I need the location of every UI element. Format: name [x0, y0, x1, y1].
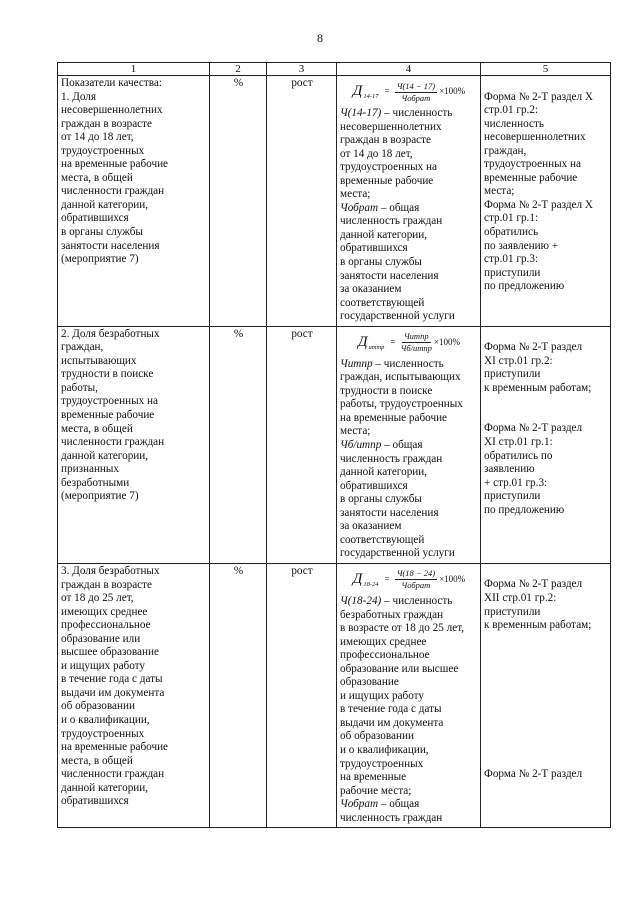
cell-line [484, 565, 608, 579]
cell-line: стр.01 гр.3: [484, 253, 539, 266]
cell-line: приступили [484, 266, 541, 279]
cell-line: Форма № 2-Т раздел [484, 422, 583, 435]
table-row [58, 326, 611, 563]
cell-line: численность граждан [340, 452, 443, 465]
cell-line: временные рабочие [484, 171, 578, 184]
header-col-2: 2 [210, 63, 267, 76]
cell-line: Чб/итпр – общая [340, 439, 423, 452]
cell-line: Форма № 2-Т раздел [484, 578, 583, 591]
cell-line: за оказанием [340, 520, 402, 533]
cell-line: граждан в возрасте [340, 134, 431, 147]
cell-line: занятости населения [340, 506, 439, 519]
cell-line: образование [340, 676, 399, 689]
formula-denominator: Чобрат [401, 92, 431, 103]
cell-line: безработных граждан [340, 608, 444, 621]
formula-subscript: иттр [368, 343, 385, 351]
cell-line: приступили [484, 368, 541, 381]
cell-line: 1. Доля [61, 90, 96, 103]
cell-line: (мероприятие 7) [61, 490, 139, 503]
unit-cell: % [210, 326, 267, 563]
cell-line: выдачи им документа [340, 716, 444, 729]
cell-line: трудоустроенных на [340, 161, 437, 174]
cell-line: имеющих среднее [340, 635, 427, 648]
trend-cell: рост [267, 76, 337, 327]
cell-line: обратившихся [340, 242, 408, 255]
source-cell [481, 563, 611, 827]
cell-line: трудоустроенных на [484, 158, 581, 171]
cell-line: временные рабочие [340, 174, 434, 187]
cell-line: профессиональное [61, 619, 151, 632]
cell-line: трудоустроенных [340, 757, 424, 770]
cell-line: по предложению [484, 280, 565, 293]
cell-line: образование или [61, 632, 141, 645]
cell-line: XII стр.01 гр.2: [484, 592, 557, 604]
cell-line: и о квалификации, [340, 743, 429, 756]
cell-line: места; [484, 185, 515, 198]
cell-line: XI стр.01 гр.2: [484, 354, 553, 367]
cell-line [484, 687, 608, 701]
cell-line: от 14 до 18 лет, [340, 147, 413, 160]
cell-line: в течение года с даты [61, 673, 163, 686]
formula-cell [337, 76, 481, 327]
cell-line: места; [340, 188, 371, 201]
cell-line [484, 714, 608, 728]
source-cell [481, 76, 611, 327]
formula-multiplier: ×100% [439, 86, 466, 97]
cell-line: места, в общей [61, 422, 133, 435]
cell-line: Ч(14-17) – численность [340, 107, 453, 119]
formula-numerator: Читпр [403, 331, 429, 342]
cell-line: (мероприятие 7) [61, 253, 139, 266]
formula-equals: = [384, 86, 390, 97]
cell-line [484, 395, 608, 409]
trend-cell: рост [267, 326, 337, 563]
indicators-table [57, 62, 611, 828]
cell-line: занятости населения [61, 239, 160, 252]
formula-numerator: Ч(18 − 24) [396, 568, 436, 579]
cell-line: места, в общей [61, 754, 133, 767]
cell-line: Форма № 2-Т раздел X [484, 198, 593, 211]
formula-multiplier: ×100% [439, 574, 466, 585]
formula [340, 565, 478, 595]
formula-denominator: Чобрат [401, 580, 431, 591]
cell-line: соответствующей [340, 296, 425, 309]
cell-line: рабочие места; [340, 784, 412, 797]
cell-line: государственной услуги [340, 310, 455, 323]
cell-line [484, 77, 608, 91]
cell-line: трудности в поиске [61, 368, 154, 381]
cell-line: на временные рабочие [61, 158, 169, 171]
cell-line: численность граждан [340, 811, 443, 824]
cell-line: численность [484, 117, 544, 130]
cell-line [484, 741, 608, 755]
cell-line: об образовании [61, 700, 135, 713]
cell-line: в органы службы [340, 256, 422, 269]
cell-line: стр.01 гр.1: [484, 212, 539, 225]
formula-cell [337, 563, 481, 827]
cell-line: места; [340, 425, 371, 438]
cell-line [484, 646, 608, 660]
cell-line: граждан в возрасте [61, 578, 152, 591]
cell-line: обратились [484, 225, 539, 238]
cell-line: обратившихся [340, 479, 408, 492]
formula-subscript: 18-24 [363, 581, 379, 589]
header-col-3: 3 [267, 63, 337, 76]
cell-line: места, в общей [61, 171, 133, 184]
cell-line: трудоустроенных [61, 144, 145, 157]
formula-fraction [395, 81, 438, 104]
formula-symbol: Д [358, 333, 368, 350]
cell-line: граждан в возрасте [61, 117, 152, 130]
cell-line: Форма № 2-Т раздел [484, 767, 583, 780]
cell-line: Форма № 2-Т раздел [484, 341, 583, 354]
cell-line: заявлению [484, 463, 535, 476]
cell-line: Показатели качества: [61, 77, 162, 89]
cell-line: граждан, испытывающих [340, 371, 461, 384]
cell-line: признанных [61, 463, 120, 476]
cell-line: несовершеннолетних [484, 131, 586, 144]
cell-line: государственной услуги [340, 547, 455, 560]
cell-line: данной категории, [61, 198, 149, 211]
formula-symbol: Д [352, 571, 363, 588]
cell-line: безработными [61, 476, 130, 489]
formula [340, 77, 478, 107]
cell-line: на временные [340, 771, 407, 784]
cell-line: к временным работам; [484, 619, 592, 632]
cell-line: Чобрат – общая [340, 798, 420, 811]
cell-line: Форма № 2-Т раздел X [484, 90, 593, 103]
formula-symbol: Д [352, 83, 363, 100]
cell-line: в течение года с даты [340, 703, 442, 716]
cell-line: стр.01 гр.2: [484, 104, 539, 117]
table-row [58, 563, 611, 827]
cell-line: профессиональное [340, 649, 430, 662]
cell-line: временные рабочие [61, 409, 155, 422]
cell-line [484, 727, 608, 741]
cell-line: данной категории, [61, 449, 149, 462]
cell-line: по предложению [484, 503, 565, 516]
cell-line: данной категории, [61, 781, 149, 794]
source-cell [481, 326, 611, 563]
cell-line: данной категории, [340, 466, 428, 479]
cell-line: от 18 до 25 лет, [61, 592, 134, 605]
cell-line: обратившихся [61, 795, 129, 808]
cell-line: на временные рабочие [340, 411, 448, 424]
cell-line: численности граждан [61, 436, 165, 449]
formula-denominator: Чб/итпр [400, 343, 432, 354]
formula-subscript: 14-17 [363, 93, 379, 101]
cell-line: трудоустроенных на [61, 395, 158, 408]
cell-line: приступили [484, 605, 541, 618]
unit-cell: % [210, 76, 267, 327]
cell-line: + стр.01 гр.3: [484, 476, 548, 489]
cell-line: Читпр – численность [340, 357, 444, 370]
header-col-5: 5 [481, 63, 611, 76]
formula-multiplier: ×100% [433, 336, 460, 347]
cell-line: трудности в поиске [340, 384, 433, 397]
cell-line: и ищущих работу [340, 689, 425, 702]
cell-line: за оказанием [340, 283, 402, 296]
cell-line [484, 754, 608, 768]
cell-line: в органы службы [340, 493, 422, 506]
cell-line: соответствующей [340, 533, 425, 546]
formula-fraction [401, 331, 432, 354]
cell-line: численность граждан [340, 215, 443, 228]
cell-line: испытывающих [61, 354, 137, 367]
header-col-4: 4 [337, 63, 481, 76]
cell-line [484, 633, 608, 647]
cell-line: Ч(18-24) – численность [340, 594, 453, 607]
formula-fraction [395, 568, 438, 591]
cell-line: граждан, [484, 144, 527, 157]
cell-line: численности граждан [61, 185, 165, 198]
table-row [58, 76, 611, 327]
cell-line: от 14 до 18 лет, [61, 131, 134, 144]
cell-line: занятости населения [340, 269, 439, 282]
cell-line: численности граждан [61, 768, 165, 781]
cell-line: выдачи им документа [61, 686, 165, 699]
cell-line [484, 660, 608, 674]
cell-line: обратились по [484, 449, 553, 462]
cell-line [484, 409, 608, 423]
cell-line: на временные рабочие [61, 741, 169, 754]
cell-line: образование или высшее [340, 662, 459, 675]
cell-line: работы, [61, 381, 98, 394]
formula-cell [337, 326, 481, 563]
indicator-cell [58, 76, 210, 327]
cell-line: несовершеннолетних [61, 104, 163, 117]
header-row [58, 63, 611, 76]
cell-line: по заявлению + [484, 239, 559, 252]
cell-line: и о квалификации, [61, 713, 150, 726]
cell-line: высшее образование [61, 646, 159, 659]
cell-line [484, 673, 608, 687]
cell-line [484, 328, 608, 342]
cell-line: в органы службы [61, 226, 143, 239]
unit-cell: % [210, 563, 267, 827]
cell-line: данной категории, [340, 228, 428, 241]
cell-line: граждан, [61, 341, 104, 354]
cell-line: Чобрат – общая [340, 201, 420, 214]
formula-equals: = [390, 336, 396, 347]
trend-cell: рост [267, 563, 337, 827]
page-number: 8 [317, 31, 323, 45]
indicator-cell [58, 326, 210, 563]
cell-line: обратившихся [61, 212, 129, 225]
cell-line: несовершеннолетних [340, 120, 442, 133]
cell-line: в возрасте от 18 до 25 лет, [340, 622, 465, 635]
cell-line: 2. Доля безработных [61, 327, 160, 340]
formula-numerator: Ч(14 − 17) [396, 80, 436, 91]
cell-line: XI стр.01 гр.1: [484, 435, 553, 448]
cell-line: имеющих среднее [61, 605, 148, 618]
cell-line: об образовании [340, 730, 414, 743]
cell-line [484, 700, 608, 714]
header-col-1: 1 [58, 63, 210, 76]
formula-equals: = [384, 574, 390, 585]
cell-line: приступили [484, 490, 541, 503]
indicator-cell [58, 563, 210, 827]
cell-line: трудоустроенных [61, 727, 145, 740]
cell-line: работы, трудоустроенных [340, 398, 463, 411]
cell-line: к временным работам; [484, 381, 592, 394]
cell-line: 3. Доля безработных [61, 564, 160, 577]
formula [340, 328, 478, 358]
cell-line: и ищущих работу [61, 659, 146, 672]
